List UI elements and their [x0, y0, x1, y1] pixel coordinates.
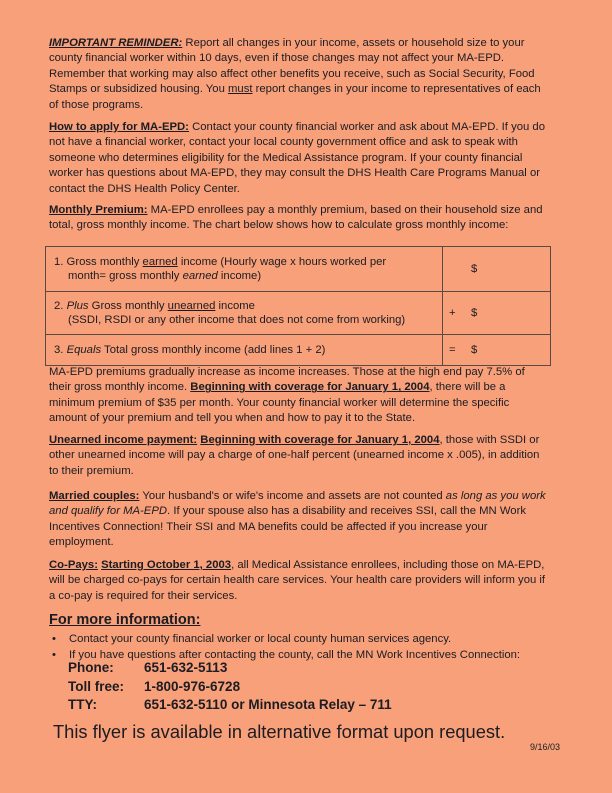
apply-paragraph	[49, 120, 549, 197]
income-calculation-table	[45, 246, 551, 366]
row2-text-b: Gross monthly	[88, 300, 168, 312]
unearned-payment-paragraph	[49, 433, 549, 479]
row1-earned: earned	[142, 256, 178, 268]
copays-text: , all Medical Assistance enrollees, including those on MA-EPD, will be charged co-pays for certain health care services. Your health care providers will inform you if a co-pay is required for their services.	[49, 559, 546, 602]
row3-amount-field[interactable]	[443, 335, 551, 366]
bullet-text: If you have questions after contacting the county, call the MN Work Incentives Connection:	[69, 649, 521, 661]
married-couples-paragraph	[49, 489, 549, 551]
married-text-a: Your husband's or wife's income and assets are not counted	[139, 490, 446, 502]
row1-earned-italic: earned	[182, 270, 218, 282]
row1-text-d: income)	[217, 270, 262, 282]
row1-dollar-sign: $	[471, 263, 478, 275]
premium-heading: Monthly Premium:	[49, 204, 148, 216]
row1-amount-field[interactable]	[443, 247, 551, 292]
married-text-b: . If your spouse also has a disability and receives SSI, call the MN Work Incentives Connection! Their SSI and MA benefits could be affected if you increase your employment.	[49, 505, 526, 549]
row1-text-c: month= gross monthly	[68, 270, 183, 282]
row1-text-b: income (Hourly wage x hours worked per	[177, 256, 387, 268]
tty-label: TTY:	[68, 697, 97, 712]
row2-text-c: income	[215, 300, 255, 312]
bullet-icon: •	[52, 633, 56, 645]
apply-heading: How to apply for MA-EPD:	[49, 121, 189, 133]
reminder-heading: IMPORTANT REMINDER:	[49, 37, 183, 49]
unearned-date: Beginning with coverage for January 1, 2004	[200, 434, 440, 446]
bullet-text: Contact your county financial worker or local county human services agency.	[69, 633, 452, 645]
revision-date: 9/16/03	[529, 742, 560, 752]
copays-heading: Co-Pays:	[49, 559, 98, 571]
row3-operator: =	[449, 344, 456, 356]
row3-text-a: 3.	[54, 344, 67, 356]
table-row	[46, 292, 551, 335]
row2-dollar-sign: $	[471, 307, 478, 319]
unearned-text: , those with SSDI or other unearned income will pay a charge of one-half percent (unearned income x .005), in addition to their premium.	[49, 434, 540, 477]
premium-paragraph	[49, 203, 549, 234]
row3-equals: Equals	[66, 344, 102, 356]
tty-number[interactable]: 651-632-5110 or Minnesota Relay – 711	[144, 697, 392, 712]
premiums-text-b: , there will be a minimum premium of $35 per month. Your county financial worker will determine the specific amount of your premium and tell you when and how to pay it to the State.	[49, 381, 510, 425]
list-item	[49, 631, 569, 647]
premiums-paragraph	[49, 365, 549, 427]
tollfree-line	[68, 678, 392, 697]
premiums-date: Beginning with coverage for January 1, 2004	[190, 381, 430, 394]
reminder-must: must	[228, 83, 253, 96]
copays-date: Starting October 1, 2003	[101, 559, 232, 571]
phone-number[interactable]: 651-632-5113	[144, 660, 228, 675]
row1-line2	[54, 269, 436, 283]
row2-line2: (SSDI, RSDI or any other income that does not come from working)	[68, 314, 406, 326]
married-heading: Married couples:	[49, 490, 140, 502]
row3-text-b: Total gross monthly income (add lines 1 + 2)	[101, 344, 326, 356]
copays-paragraph	[49, 558, 549, 604]
premiums-text-a: MA-EPD premiums gradually increase as income increases. Those at the high end pay 7.5% of their gross monthly income.	[49, 366, 525, 394]
row3-description	[46, 335, 443, 366]
row2-plus: Plus	[66, 300, 89, 312]
row1-text-a: 1. Gross monthly	[54, 256, 143, 268]
apply-text: Contact your county financial worker and ask about MA-EPD. If you do not have a financial worker, contact your local county government office and ask to speak with someone who determines eligibility for the Medical Assistance program. If your county financial worker has questions about MA-EPD, they may consult the DHS Health Care Programs Manual or contact the DHS Health Policy Center.	[49, 121, 545, 195]
unearned-heading: Unearned income payment:	[49, 434, 198, 446]
row2-amount-field[interactable]	[443, 292, 551, 335]
married-italic: as long as you work and qualify for MA-EPD	[49, 490, 546, 518]
reminder-paragraph	[49, 36, 549, 113]
row2-description	[46, 292, 443, 335]
tollfree-number[interactable]: 1-800-976-6728	[144, 678, 241, 694]
contact-block	[68, 659, 392, 715]
bullet-icon: •	[52, 649, 56, 661]
phone-line	[68, 659, 392, 678]
row3-dollar-sign: $	[471, 344, 478, 356]
table-row	[46, 247, 551, 292]
row2-text-a: 2.	[54, 300, 67, 312]
more-info-title: For more information:	[49, 612, 201, 628]
row2-unearned: unearned	[167, 300, 216, 312]
table-row	[46, 335, 551, 366]
row1-description	[46, 247, 443, 292]
reminder-text-a: Report all changes in your income, assets or household size to your county financial worker within 10 days, even if those changes may not affect your MA-EPD. Remember that working may also affect other benefits you receive, such as Social Security, Food Stamps or subsidized housing. You	[49, 37, 535, 96]
alt-format-notice: This flyer is available in alternative format upon request.	[53, 721, 506, 742]
phone-label: Phone:	[68, 660, 114, 675]
reminder-text-b: report changes in your income to representatives of each of those programs.	[49, 83, 541, 111]
tollfree-label: Toll free:	[68, 678, 125, 694]
tty-line	[68, 696, 392, 715]
row2-operator: +	[449, 307, 456, 319]
premium-text: MA-EPD enrollees pay a monthly premium, based on their household size and total, gross monthly income. The chart below shows how to calculate gross monthly income:	[49, 204, 543, 232]
